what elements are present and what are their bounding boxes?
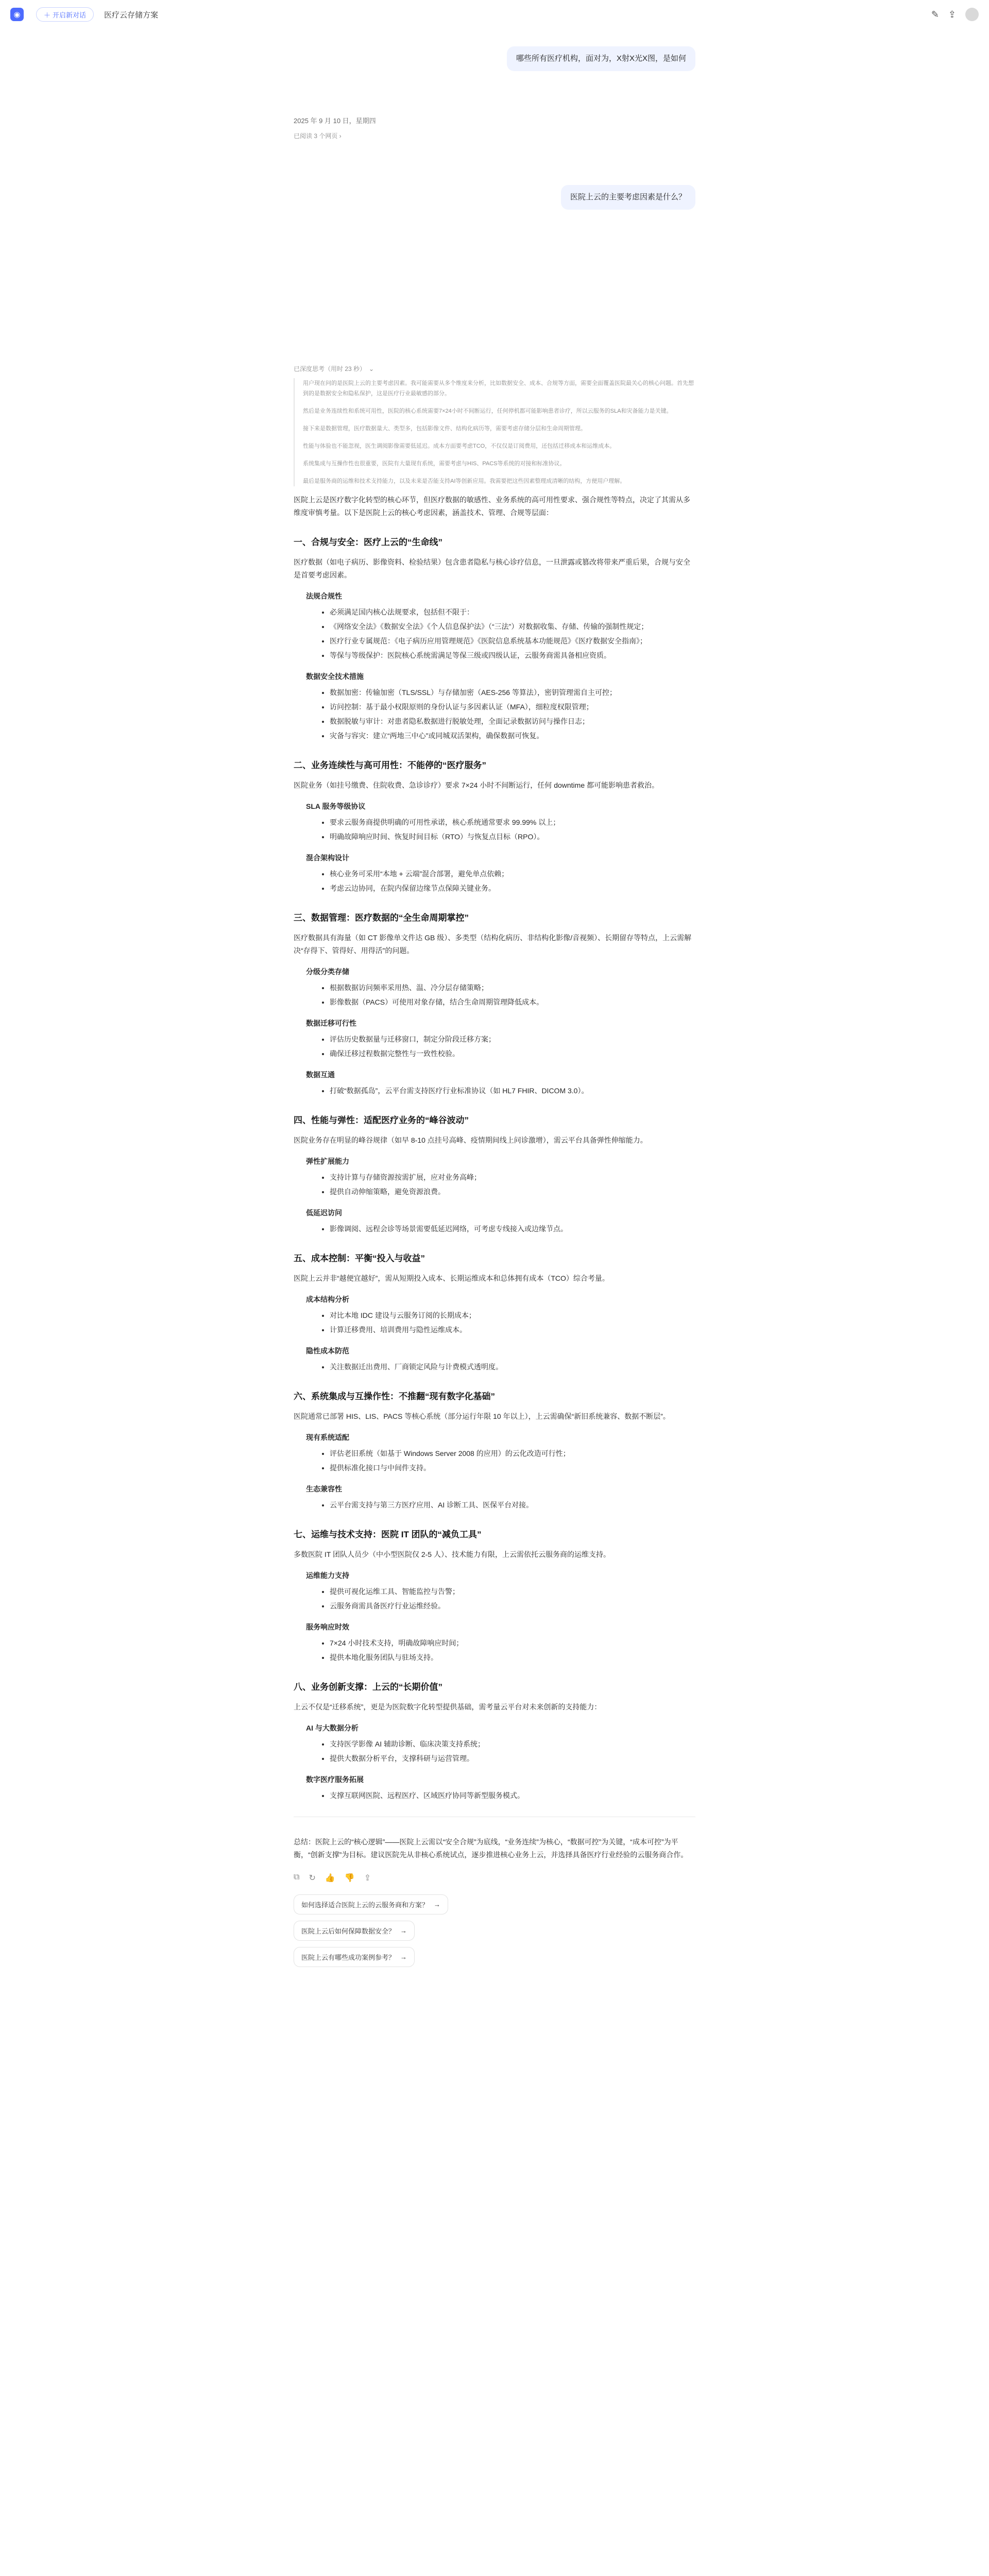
section-lead: 医院业务（如挂号缴费、住院收费、急诊诊疗）要求 7×24 小时不间断运行，任何 downtime 都可能影响患者救治。: [294, 781, 659, 789]
assistant-answer: [294, 494, 695, 1861]
subsection-title: AI 与大数据分析: [306, 1724, 359, 1732]
suggestion-list: [294, 1891, 695, 1970]
bullet-item: • 根据数据访问频率采用热、温、冷分层存储策略；: [330, 981, 695, 994]
user-message: [294, 46, 695, 71]
think-toggle[interactable]: [294, 364, 695, 373]
share-icon[interactable]: ⇪: [948, 9, 956, 20]
suggestion-text: 如何选择适合医院上云的云服务商和方案？: [301, 1901, 429, 1909]
suggestion-row: [294, 1944, 695, 1970]
bullet-item: • 医疗行业专属规范：《电子病历应用管理规范》《医院信息系统基本功能规范》《医疗数据安全指南》；: [330, 635, 695, 648]
section-title: 六、系统集成与互操作性：不推翻“现有数字化基础”: [294, 1392, 495, 1401]
think-block: [294, 378, 695, 486]
user-bubble: 医院上云的主要考虑因素是什么？: [561, 185, 695, 210]
section-lead: 上云不仅是“迁移系统”，更是为医院数字化转型提供基础，需考量云平台对未来创新的支持能力：: [294, 1703, 602, 1711]
subsection-title: 数据迁移可行性: [306, 1019, 356, 1027]
bullet-list: [294, 1309, 695, 1336]
subsection-title: 运维能力支持: [306, 1571, 349, 1580]
suggestion-chip[interactable]: [294, 1921, 415, 1941]
bullet-item: • 明确故障响应时间、恢复时间目标（RTO）与恢复点目标（RPO）。: [330, 831, 695, 843]
answer-intro: 医院上云是医疗数字化转型的核心环节，但医疗数据的敏感性、业务系统的高可用性要求、强合规性等特点，决定了其需从多维度审慎考量。以下是医院上云的核心考虑因素，涵盖技术、管理、合规等层面：: [294, 496, 690, 517]
bullet-item: • 支持计算与存储资源按需扩展，应对业务高峰；: [330, 1171, 695, 1184]
bullet-item: • 评估老旧系统（如基于 Windows Server 2008 的应用）的云化改造可行性；: [330, 1447, 695, 1460]
bullet-list: [294, 1499, 695, 1512]
section-lead: 医院通常已部署 HIS、LIS、PACS 等核心系统（部分运行年限 10 年以上），上云需确保“新旧系统兼容、数据不断层”。: [294, 1412, 670, 1420]
section-title: 八、业务创新支撑：上云的“长期价值”: [294, 1682, 442, 1692]
arrow-right-icon: →: [434, 1901, 441, 1908]
bullet-item: • 数据加密：传输加密（TLS/SSL）与存储加密（AES-256 等算法），密钥管理需自主可控；: [330, 686, 695, 699]
thumbs-down-icon[interactable]: 👎: [344, 1874, 355, 1883]
bullet-item: • 提供可视化运维工具、智能监控与告警；: [330, 1585, 695, 1598]
section-title: 一、合规与安全：医疗上云的“生命线”: [294, 537, 442, 547]
think-label: 已深度思考（用时 23 秒）: [294, 365, 366, 372]
suggestion-chip[interactable]: [294, 1894, 448, 1914]
regenerate-icon[interactable]: ↻: [309, 1874, 316, 1883]
arrow-right-icon: →: [400, 1927, 407, 1935]
bullet-item: • 云服务商需具备医疗行业运维经验。: [330, 1600, 695, 1613]
deepseek-logo[interactable]: ◉: [10, 8, 24, 21]
bullet-list: [294, 1585, 695, 1613]
subsection-title: 分级分类存储: [306, 968, 349, 976]
section-title: 二、业务连续性与高可用性：不能停的“医疗服务”: [294, 760, 486, 770]
bullet-item: • 对比本地 IDC 建设与云服务订阅的长期成本；: [330, 1309, 695, 1322]
subsection-title: SLA 服务等级协议: [306, 802, 366, 810]
bullet-item: • 影像调阅、远程会诊等场景需要低延迟网络，可考虑专线接入或边缘节点。: [330, 1223, 695, 1235]
suggestion-text: 医院上云有哪些成功案例参考？: [301, 1954, 396, 1961]
share-icon[interactable]: ⇪: [364, 1874, 371, 1883]
bullet-item: • 打破“数据孤岛”，云平台需支持医疗行业标准协议（如 HL7 FHIR、DICOM 3.0）。: [330, 1084, 695, 1097]
bullet-item: • 《网络安全法》《数据安全法》《个人信息保护法》（“三法”）对数据收集、存储、传输的强制性规定；: [330, 620, 695, 633]
bullet-item: • 关注数据迁出费用、厂商锁定风险与计费模式透明度。: [330, 1361, 695, 1374]
subsection-title: 数据安全技术措施: [306, 672, 364, 681]
message-actions: [294, 1873, 695, 1883]
timestamp: 2025 年 9 月 10 日，星期四: [294, 117, 376, 125]
copy-icon[interactable]: ⧉: [294, 1873, 300, 1882]
conversation: [294, 33, 695, 1970]
new-chat-label: 开启新对话: [53, 11, 87, 19]
edit-icon[interactable]: ✎: [931, 9, 939, 20]
bullet-list: [294, 868, 695, 895]
bullet-list: [294, 606, 695, 662]
bullet-list: [294, 1738, 695, 1765]
bullet-item: • 核心业务可采用“本地 + 云端”混合部署，避免单点依赖；: [330, 868, 695, 880]
think-paragraph: 用户现在问的是医院上云的主要考虑因素。我可能需要从多个维度来分析，比如数据安全、成本、合规等方面，需要全面覆盖医院最关心的核心问题。首先想到的是数据安全和隐私保护，这是医疗行业最敏感的部分。: [303, 380, 694, 397]
think-paragraph: 性能与体验也不能忽视，医生调阅影像需要低延迟。成本方面要考虑TCO，不仅仅是订阅费用，还包括迁移成本和运维成本。: [303, 443, 616, 449]
bullet-item: • 灾备与容灾：建立“两地三中心”或同城双活架构，确保数据可恢复。: [330, 730, 695, 742]
chat-title: 医疗云存储方案: [104, 10, 159, 20]
suggestion-chip[interactable]: [294, 1947, 415, 1967]
thumbs-up-icon[interactable]: 👍: [325, 1874, 335, 1883]
bullet-list: [294, 1447, 695, 1475]
section-lead: 医疗数据具有海量（如 CT 影像单文件达 GB 级）、多类型（结构化病历、非结构化影像/音视频）、长期留存等特点，上云需解决“存得下、管得好、用得活”的问题。: [294, 934, 692, 955]
bullet-list: [294, 686, 695, 742]
bullet-item: • 要求云服务商提供明确的可用性承诺，核心系统通常要求 99.99% 以上；: [330, 816, 695, 829]
suggestion-row: [294, 1918, 695, 1944]
suggestion-text: 医院上云后如何保障数据安全？: [301, 1927, 396, 1935]
subsection-title: 隐性成本防范: [306, 1347, 349, 1355]
subsection-title: 数据互通: [306, 1071, 335, 1079]
section-lead: 医院业务存在明显的峰谷规律（如早 8-10 点挂号高峰、疫情期间线上问诊激增），需云平台具备弹性伸缩能力。: [294, 1136, 647, 1144]
user-message: [294, 185, 695, 210]
section-title: 七、运维与技术支持：医院 IT 团队的“减负工具”: [294, 1530, 482, 1539]
bullet-item: • 计算迁移费用、培训费用与隐性运维成本。: [330, 1324, 695, 1336]
bullet-item: • 提供大数据分析平台，支撑科研与运营管理。: [330, 1752, 695, 1765]
think-paragraph: 然后是业务连续性和系统可用性，医院的核心系统需要7×24小时不间断运行，任何停机都可能影响患者诊疗，所以云服务的SLA和灾备能力是关键。: [303, 408, 672, 414]
answer-conclusion: 总结：医院上云的“核心逻辑”——医院上云需以“安全合规”为底线，“业务连续”为核心，“数据可控”为关键，“成本可控”为平衡，“创新支撑”为目标。建议医院先从非核心系统试点，逐步推进核心业务上云，并选择具备医疗行业经验的云服务商合作。: [294, 1838, 688, 1859]
bullet-item: • 评估历史数据量与迁移窗口，制定分阶段迁移方案；: [330, 1033, 695, 1046]
arrow-right-icon: →: [400, 1953, 407, 1961]
user-bubble: 哪些所有医疗机构，面对为，X射X光X图，是如何: [507, 46, 695, 71]
plus-icon: ＋: [44, 11, 51, 19]
bullet-item: • 提供本地化服务团队与驻场支持。: [330, 1651, 695, 1664]
bullet-item: • 访问控制：基于最小权限原则的身份认证与多因素认证（MFA），细粒度权限管理；: [330, 701, 695, 714]
subsection-title: 成本结构分析: [306, 1295, 349, 1303]
bullet-list: [294, 1637, 695, 1664]
avatar[interactable]: [965, 8, 979, 21]
section-lead: 多数医院 IT 团队人员少（中小型医院仅 2-5 人）、技术能力有限，上云需依托云服务商的运维支持。: [294, 1550, 610, 1558]
subsection-title: 生态兼容性: [306, 1485, 342, 1493]
chevron-down-icon: ⌄: [369, 365, 374, 372]
section-title: 四、性能与弹性：适配医疗业务的“峰谷波动”: [294, 1115, 469, 1125]
bullet-item: • 必须满足国内核心法规要求，包括但不限于：: [330, 606, 695, 619]
bullet-item: • 云平台需支持与第三方医疗应用、AI 诊断工具、医保平台对接。: [330, 1499, 695, 1512]
bullet-item: • 数据脱敏与审计：对患者隐私数据进行脱敏处理，全面记录数据访问与操作日志；: [330, 715, 695, 728]
bullet-item: • 支持医学影像 AI 辅助诊断、临床决策支持系统；: [330, 1738, 695, 1751]
bullet-list: [294, 981, 695, 1009]
section-lead: 医院上云并非“越便宜越好”，需从短期投入成本、长期运维成本和总体拥有成本（TCO）综合考量。: [294, 1274, 609, 1282]
think-paragraph: 系统集成与互操作性也很重要，医院有大量现有系统，需要考虑与HIS、PACS等系统的对接和标准协议。: [303, 461, 566, 467]
bullet-item: • 提供自动伸缩策略，避免资源浪费。: [330, 1185, 695, 1198]
think-paragraph: 最后是服务商的运维和技术支持能力，以及未来是否能支持AI等创新应用。我需要把这些因素整理成清晰的结构，方便用户理解。: [303, 478, 626, 484]
bullet-item: • 提供标准化接口与中间件支持。: [330, 1462, 695, 1475]
bullet-list: [294, 1361, 695, 1374]
subsection-title: 现有系统适配: [306, 1433, 349, 1442]
bullet-list: [294, 816, 695, 843]
subsection-title: 混合架构设计: [306, 854, 349, 862]
subsection-title: 弹性扩展能力: [306, 1157, 349, 1165]
bullet-item: • 考虑云边协同，在院内保留边缘节点保障关键业务。: [330, 882, 695, 895]
bullet-item: • 7×24 小时技术支持，明确故障响应时间；: [330, 1637, 695, 1650]
bullet-item: • 支撑互联网医院、远程医疗、区域医疗协同等新型服务模式。: [330, 1789, 695, 1802]
bullet-list: [294, 1223, 695, 1235]
section-title: 五、成本控制：平衡“投入与收益”: [294, 1253, 425, 1263]
subsection-title: 数字医疗服务拓展: [306, 1775, 364, 1784]
subsection-title: 低延迟访问: [306, 1209, 342, 1217]
bullet-list: [294, 1033, 695, 1060]
bullet-item: • 影像数据（PACS）可使用对象存储，结合生命周期管理降低成本。: [330, 996, 695, 1009]
bullet-list: [294, 1171, 695, 1198]
section-lead: 医疗数据（如电子病历、影像资料、检验结果）包含患者隐私与核心诊疗信息，一旦泄露或篡改将带来严重后果，合规与安全是首要考虑因素。: [294, 558, 690, 579]
think-paragraph: 接下来是数据管理，医疗数据量大、类型多，包括影像文件、结构化病历等，需要考虑存储分层和生命周期管理。: [303, 426, 586, 432]
bullet-item: • 等保与等级保护：医院核心系统需满足等保三级或四级认证，云服务商需具备相应资质。: [330, 649, 695, 662]
bullet-list: [294, 1084, 695, 1097]
section-title: 三、数据管理：医疗数据的“全生命周期掌控”: [294, 913, 469, 923]
bullet-item: • 确保迁移过程数据完整性与一致性校验。: [330, 1047, 695, 1060]
subsection-title: 服务响应时效: [306, 1623, 349, 1631]
top-bar: [0, 0, 989, 29]
resource-tag[interactable]: 已阅读 3 个网页 ›: [294, 132, 342, 140]
subsection-title: 法规合规性: [306, 592, 342, 600]
bullet-list: [294, 1789, 695, 1802]
suggestion-row: [294, 1891, 695, 1918]
new-chat-button[interactable]: [36, 7, 94, 22]
